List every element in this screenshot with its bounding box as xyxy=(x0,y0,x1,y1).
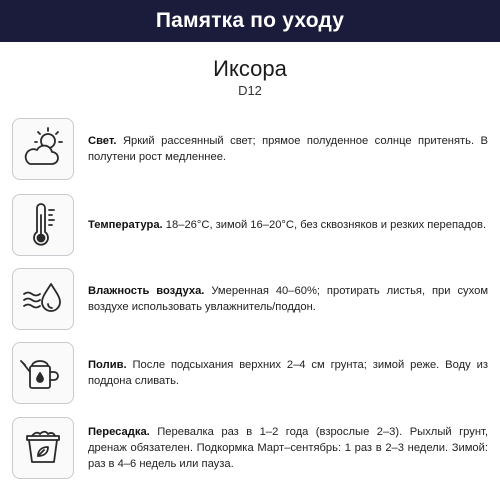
care-item-description: После подсыхания верхних 2–4 см грунта; зимой реже. Воду из поддона сливать. xyxy=(88,359,489,387)
care-item-text xyxy=(88,217,488,233)
care-item-label: Полив. xyxy=(88,359,127,371)
care-item-temperature xyxy=(12,194,488,256)
care-item-description: Умеренная 40–60%; протирать листья, при сухом воздухе использовать увлажнитель/поддон. xyxy=(88,285,489,313)
care-item-label: Температура. xyxy=(88,219,163,231)
care-item-description: Перевалка раз в 1–2 года (взрослые 2–3). Рыхлый грунт, дренаж обязателен. Подкормка Март–сентябрь: 1 раз в 2–3 недели. Зимой: раз в 4–6 недель или пауза. xyxy=(88,426,489,470)
care-item-description: Яркий рассеянный свет; прямое полуденное солнце притенять. В полутени рост медленнее. xyxy=(88,135,489,163)
care-item-repotting xyxy=(12,417,488,479)
care-item-text xyxy=(88,357,488,389)
icon-box xyxy=(12,118,74,180)
care-item-humidity xyxy=(12,268,488,330)
care-item-text xyxy=(88,133,488,165)
page-title: Памятка по уходу xyxy=(155,9,345,32)
plant-name: Иксора xyxy=(213,56,287,81)
plant-size: D12 xyxy=(238,83,262,98)
icon-box xyxy=(12,342,74,404)
care-item-light xyxy=(12,118,488,180)
thermometer-icon xyxy=(18,200,68,250)
care-item-label: Пересадка. xyxy=(88,426,150,438)
watering-can-icon xyxy=(18,348,68,398)
care-item-text xyxy=(88,283,488,315)
care-item-text xyxy=(88,424,488,472)
pot-icon xyxy=(18,423,68,473)
header-bar xyxy=(0,0,500,42)
humidity-icon xyxy=(18,274,68,324)
icon-box xyxy=(12,417,74,479)
care-item-label: Свет. xyxy=(88,135,117,147)
icon-box xyxy=(12,194,74,256)
care-item-watering xyxy=(12,342,488,404)
icon-box xyxy=(12,268,74,330)
care-item-description: 18–26°C, зимой 16–20°C, без сквозняков и резких перепадов. xyxy=(165,219,487,231)
care-item-label: Влажность воздуха. xyxy=(88,285,205,297)
sun-cloud-icon xyxy=(18,124,68,174)
